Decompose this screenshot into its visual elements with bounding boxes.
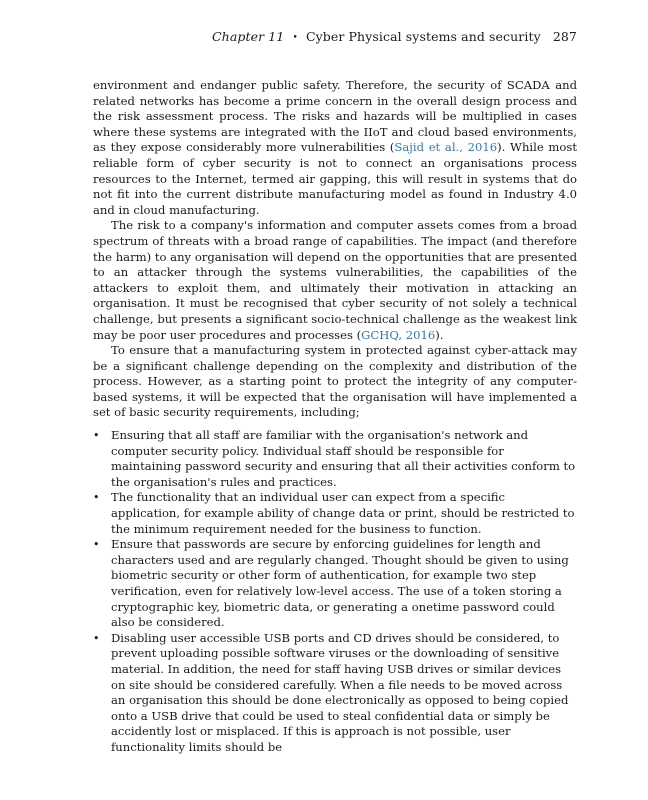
list-item <box>93 631 577 756</box>
paragraph-1-text-a: environment and endanger public safety. Therefore, the security of SCADA and related networks has become a prime concern in the overall design process and the risk assessment process. The risks and hazards will be multiplied in cases where these systems are integrated with the IIoT and cloud based environments, as they expose considerably more vulnerabilities ( <box>93 78 577 155</box>
paragraph-2 <box>93 218 577 343</box>
bullet-icon: • <box>93 631 100 645</box>
list-item-text: Disabling user accessible USB ports and CD drives should be considered, to prevent uploading possible software viruses or the downloading of sensitive material. In addition, the need for staff having USB drives or similar devices on site should be considered carefully. When a file needs to be moved across an organisation this should be done electronically as opposed to being copied onto a USB drive that could be used to steal confidential data or simply be accidently lost or misplaced. If this is approach is not possible, user functionality limits should be <box>111 630 569 754</box>
list-item <box>93 490 577 537</box>
running-header <box>93 29 577 44</box>
requirements-list <box>93 428 577 755</box>
citation-sajid[interactable]: Sajid et al., 2016 <box>394 140 498 155</box>
paragraph-2-text-b: ). <box>435 327 444 342</box>
chapter-title: Cyber Physical systems and security <box>305 29 541 44</box>
chapter-label: Chapter 11 <box>212 29 285 44</box>
list-item-text: The functionality that an individual user can expect from a specific application, for example ability of change data or print, should be restricted to the minimum requirement needed for the business to function. <box>111 490 575 536</box>
paragraph-2-text-a: The risk to a company's information and computer assets comes from a broad spectrum of threats with a broad range of capabilities. The impact (and therefore the harm) to any organisation will depend on the opportunities that are presented to an attacker through the systems vulnerabilities, the capabilities of the attackers to exploit them, and ultimately their motivation in attacking an organisation. It must be recognised that cyber security of not solely a technical challenge, but presents a significant socio-technical challenge as the weakest link may be poor user procedures and processes ( <box>93 218 577 342</box>
citation-gchq[interactable]: GCHQ, 2016 <box>361 327 436 342</box>
bullet-icon: • <box>93 538 100 552</box>
bullet-icon: • <box>93 429 100 443</box>
header-separator: • <box>292 33 298 43</box>
list-item <box>93 428 577 490</box>
paragraph-1 <box>93 78 577 218</box>
page-number: 287 <box>552 29 577 44</box>
paragraph-3: To ensure that a manufacturing system in protected against cyber-attack may be a significant challenge depending on the complexity and distribution of the process. However, as a starting point to protect the integrity of any computer-based systems, it will be expected that the organisation will have implemented a set of basic security requirements, including; <box>93 343 577 420</box>
list-item-text: Ensure that passwords are secure by enforcing guidelines for length and characters used and are regularly changed. Thought should be given to using biometric security or other form of authentication, for example two step verification, even for relatively low-level access. The use of a token storing a cryptographic key, biometric data, or generating a onetime password could also be considered. <box>111 537 569 630</box>
paragraph-1-text-b: ). While most reliable form of cyber security is not to connect an organisations process resources to the Internet, termed air gapping, this will result in systems that do not fit into the current distribute manufacturing model as found in Industry 4.0 and in cloud manufacturing. <box>93 140 577 217</box>
bullet-icon: • <box>93 491 100 505</box>
list-item-text: Ensuring that all staff are familiar with the organisation's network and computer security policy. Individual staff should be responsible for maintaining password security and ensuring that all their activities conform to the organisation's rules and practices. <box>111 428 576 489</box>
body-text <box>93 78 577 756</box>
list-item <box>93 537 577 631</box>
